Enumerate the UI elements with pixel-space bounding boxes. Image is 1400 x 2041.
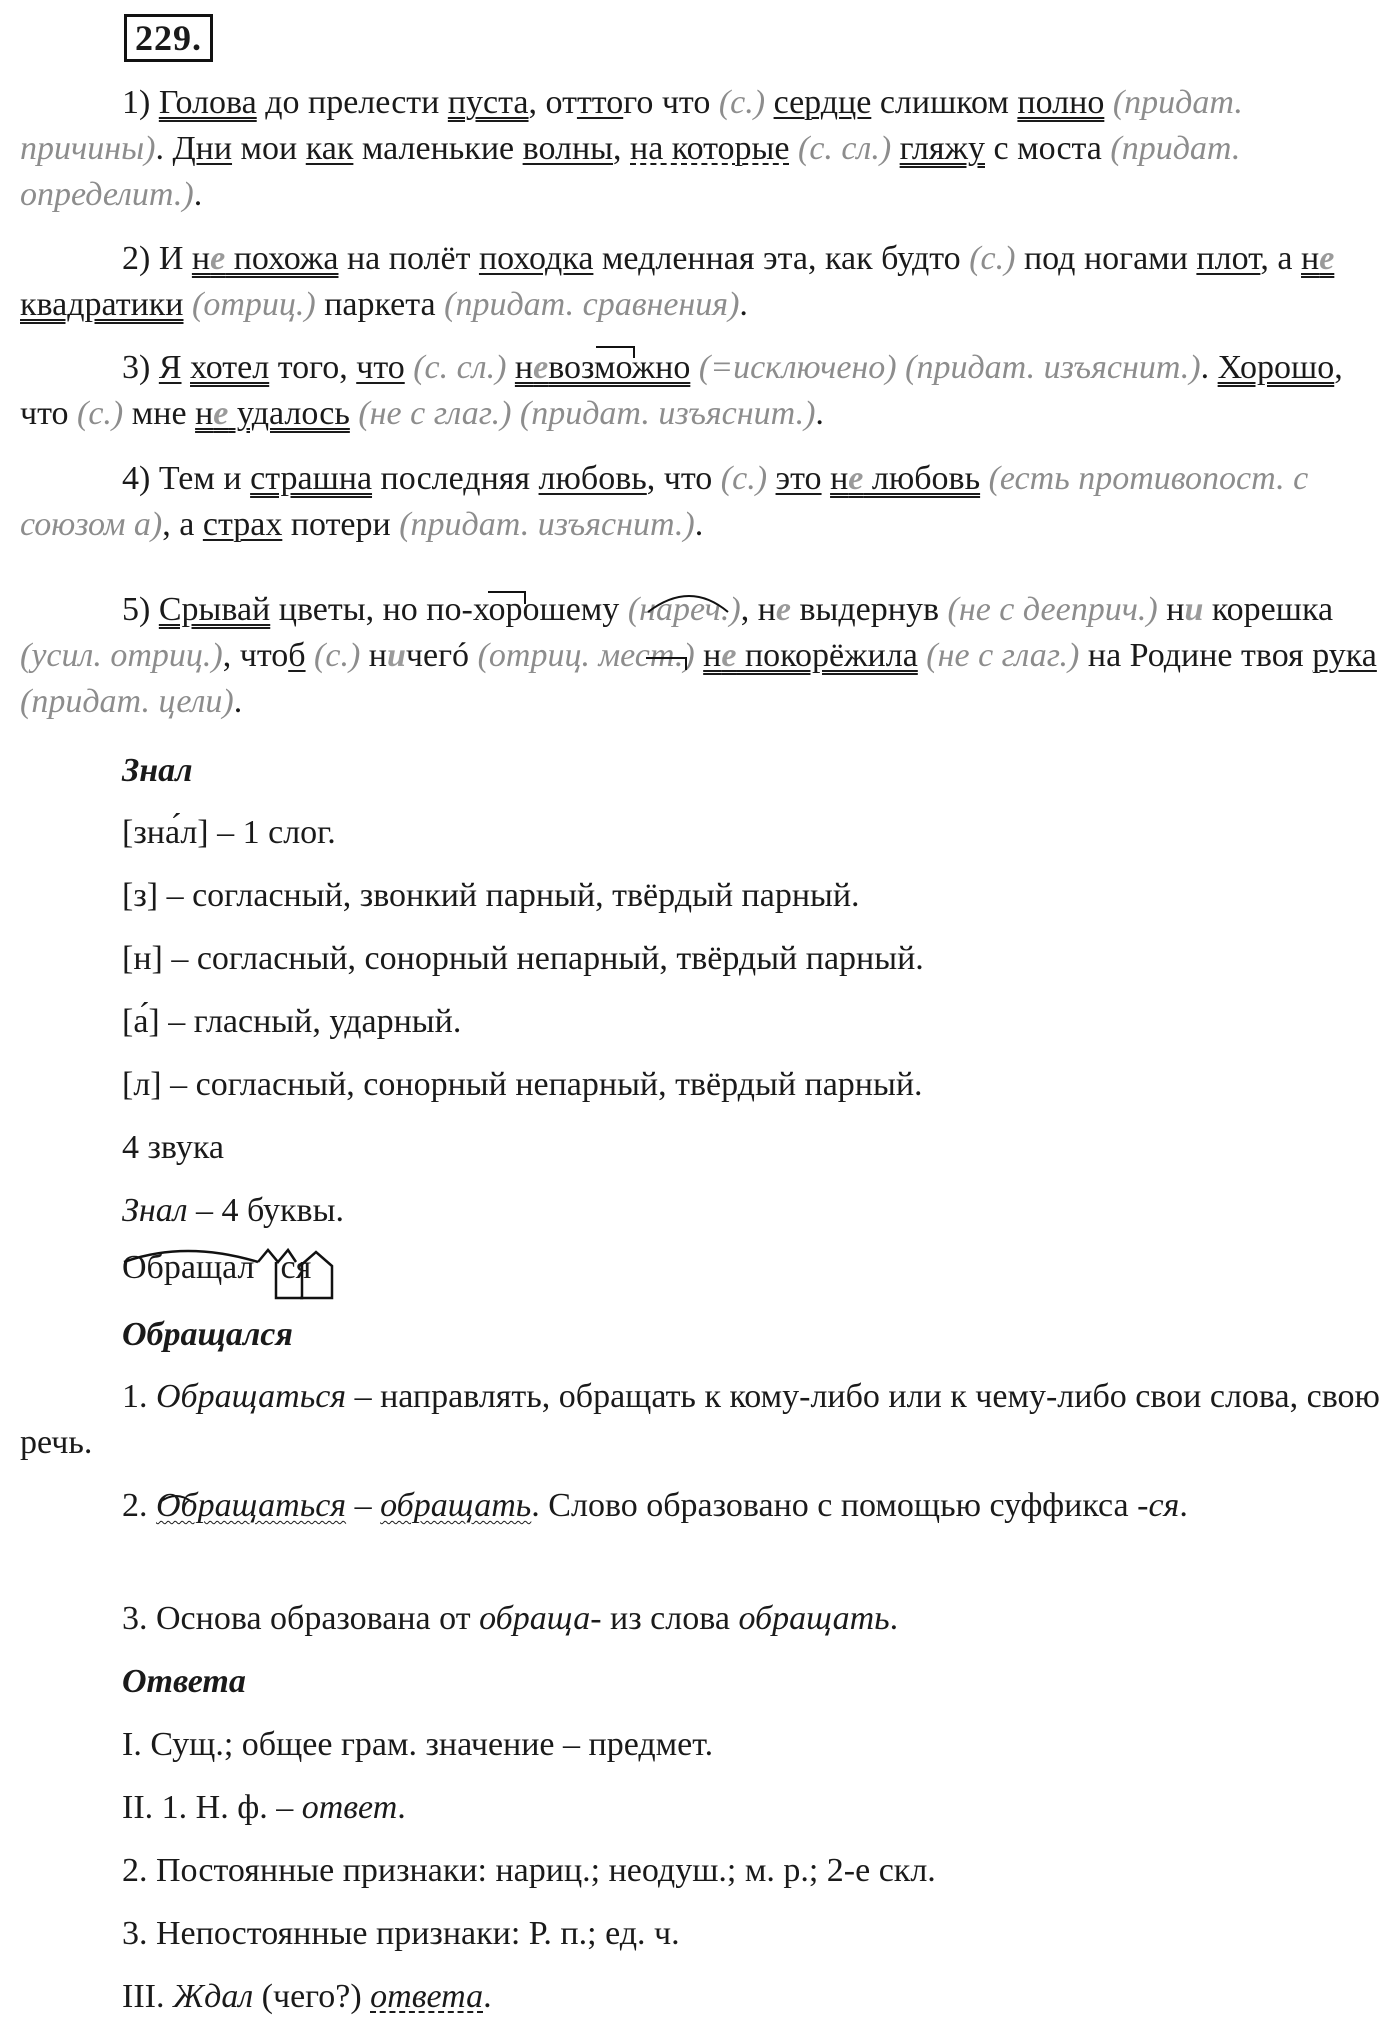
predicate: полно xyxy=(1017,84,1105,121)
phonetic-line: [н] – согласный, сонорный непарный, твёрдый парный. xyxy=(122,940,924,977)
sentence-5: 5) Срывай цветы, но по-хорошему (нареч.), не выдернув (не с дееприч.) ни корешка (усил. отриц.), чтоб (с.) ничегó (отриц. мест.) не покорёжила (не с глаг.) на Родине твоя рука (придат. цели). xyxy=(20,591,1377,720)
phonetic-line: [л] – согласный, сонорный непарный, твёрдый парный. xyxy=(122,1066,923,1103)
sentence-1: 1) Голова до прелести пуста, отттого что (с.) сердце слишком полно (придат. причины). Дни мои как маленькие волны, на которые (с. сл.) гляжу с моста (придат. определит.). xyxy=(20,84,1243,213)
morph-line: 2. Постоянные признаки: нариц.; неодуш.; м. р.; 2-е скл. xyxy=(122,1852,936,1889)
derivation-point-3: 3. Основа образована от обраща- из слова обращать. xyxy=(122,1600,899,1637)
predicate: гляжу xyxy=(899,130,985,167)
predicate: пуста xyxy=(447,84,529,121)
derivation-point-1: 1. Обращаться – направлять, обращать к кому-либо или к чему-либо свои слова, свою речь. xyxy=(20,1378,1380,1461)
phonetic-line: [зна́л] – 1 слог. xyxy=(122,814,336,851)
morphological-heading: Ответа xyxy=(122,1663,246,1700)
sentence-4: 4) Тем и страшна последняя любовь, что (с.) это не любовь (есть противопост. с союзом а), а страх потери (придат. изъяснит.). xyxy=(20,460,1309,543)
phonetic-line: [а́] – гласный, ударный. xyxy=(122,1003,462,1040)
phonetic-line: 4 звука xyxy=(122,1129,224,1166)
subject: Голова xyxy=(158,84,257,121)
morph-line: II. 1. Н. ф. – ответ. xyxy=(122,1789,406,1826)
subject: сердце xyxy=(773,84,872,121)
letters-count: Знал – 4 буквы. xyxy=(122,1192,344,1229)
sentence-3: 3) Я хотел того, что (с. сл.) невозможно (=исключено) (придат. изъяснит.). Хорошо, что (с.) мне не удалось (не с глаг.) (придат. изъяснит.). xyxy=(20,349,1343,432)
suffix-sya: ся xyxy=(1148,1487,1180,1524)
adverb-po-khoroshemu: по-хорошему xyxy=(426,591,620,628)
morpheme-stem: Обращал xyxy=(122,1249,255,1286)
subject: Дни xyxy=(172,130,233,167)
morph-line: I. Сущ.; общее грам. значение – предмет. xyxy=(122,1726,714,1763)
morphemic-word xyxy=(122,1245,311,1291)
morpheme-postfix: ся xyxy=(280,1249,312,1286)
derivation-point-2: 2. Обращаться – обращать. Слово образовано с помощью суффикса -ся. xyxy=(122,1487,1188,1524)
phonetic-line: [з] – согласный, звонкий парный, твёрдый парный. xyxy=(122,877,860,914)
phonetic-heading: Знал xyxy=(122,752,193,789)
morph-line: 3. Непостоянные признаки: Р. п.; ед. ч. xyxy=(122,1915,680,1952)
morph-line: III. Ждал (чего?) ответа. xyxy=(122,1978,492,2015)
derivation-heading: Обращался xyxy=(122,1316,293,1353)
sentence-2: 2) И не похожа на полёт походка медленная эта, как будто (с.) под ногами плот, а не квадратики (отриц.) паркета (придат. сравнения). xyxy=(20,240,1335,323)
exercise-number: 229. xyxy=(124,14,213,62)
